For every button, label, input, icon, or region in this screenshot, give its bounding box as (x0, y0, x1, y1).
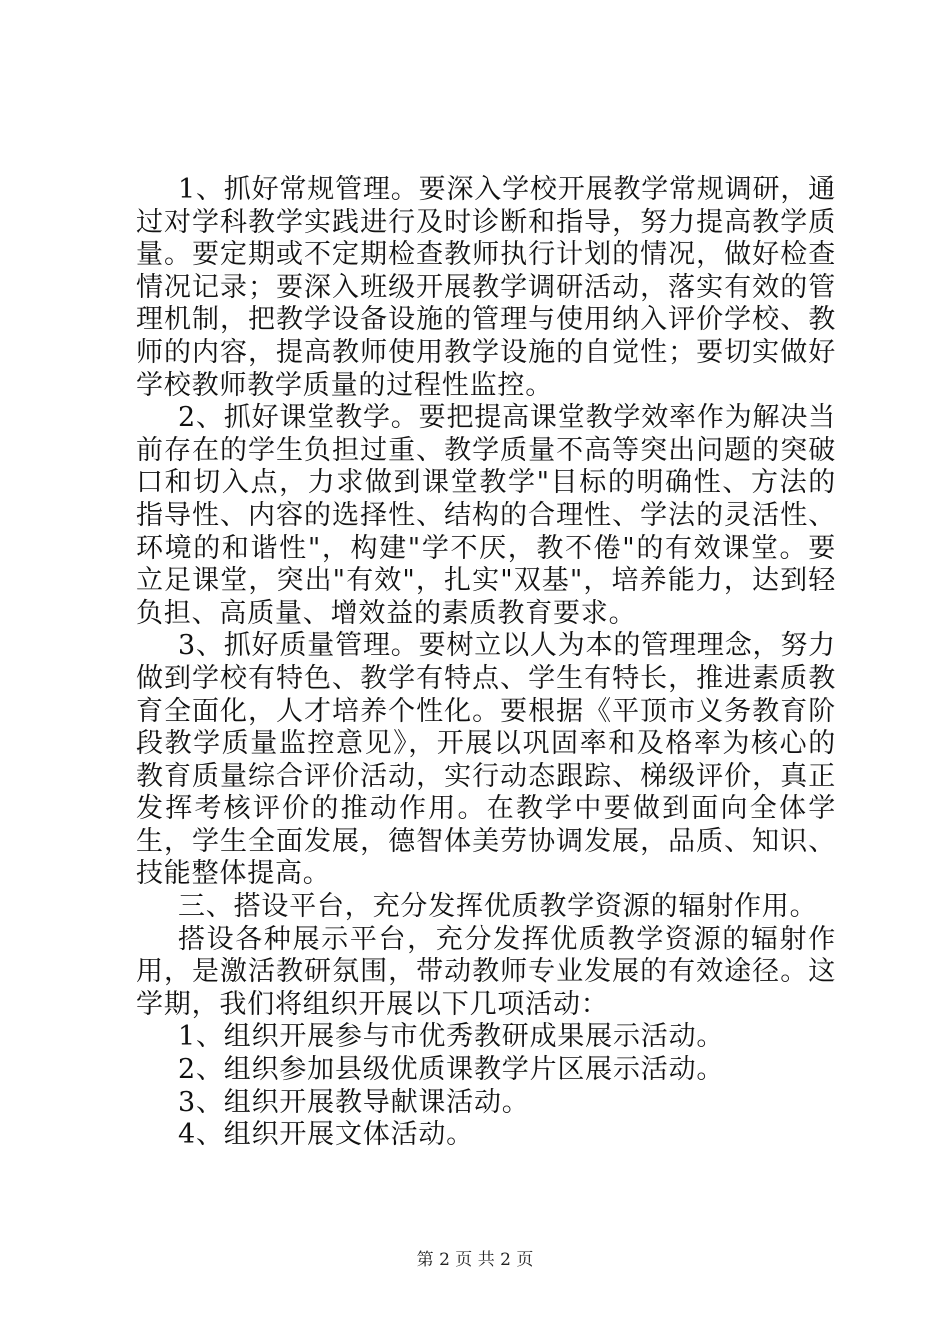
list-item-activity-1: 1、组织开展参与市优秀教研成果展示活动。 (178, 1021, 725, 1053)
section-heading-platform: 三、搭设平台，充分发挥优质教学资源的辐射作用。 (178, 891, 818, 923)
paragraph-routine-management: 1、抓好常规管理。要深入学校开展教学常规调研，通过对学科教学实践进行及时诊断和指导，努力提高教学质量。要定期或不定期检查教师执行计划的情况，做好检查情况记录；要深入班级开展教学调研活动，落实有效的管理机制，把教学设备设施的管理与使用纳入评价学校、教师的内容，提高教师使用教学设施的自觉性；要切实做好学校教师教学质量的过程性监控。 (136, 174, 836, 401)
list-item-activity-4: 4、组织开展文体活动。 (178, 1119, 474, 1151)
list-item-activity-3: 3、组织开展教导献课活动。 (178, 1086, 530, 1118)
paragraph-quality-management: 3、抓好质量管理。要树立以人为本的管理理念，努力做到学校有特色、教学有特点、学生有特长，推进素质教育全面化，人才培养个性化。要根据《平顶市义务教育阶段教学质量监控意见》，开展以巩固率和及格率为核心的教育质量综合评价活动，实行动态跟踪、梯级评价，真正发挥考核评价的推动作用。在教学中要做到面向全体学生，学生全面发展，德智体美劳协调发展，品质、知识、技能整体提高。 (136, 630, 836, 890)
list-item-activity-2: 2、组织参加县级优质课教学片区展示活动。 (178, 1054, 725, 1086)
document-body (136, 174, 836, 1152)
paragraph-platform-intro: 搭设各种展示平台，充分发挥优质教学资源的辐射作用，是激活教研氛围，带动教师专业发展的有效途径。这学期，我们将组织开展以下几项活动： (136, 923, 836, 1020)
page-number-footer: 第 2 页 共 2 页 (416, 1250, 534, 1270)
paragraph-classroom-teaching: 2、抓好课堂教学。要把提高课堂教学效率作为解决当前存在的学生负担过重、教学质量不高等突出问题的突破口和切入点，力求做到课堂教学"目标的明确性、方法的指导性、内容的选择性、结构的合理性、学法的灵活性、环境的和谐性"，构建"学不厌，教不倦"的有效课堂。要立足课堂，突出"有效"，扎实"双基"，培养能力，达到轻负担、高质量、增效益的素质教育要求。 (136, 402, 836, 629)
